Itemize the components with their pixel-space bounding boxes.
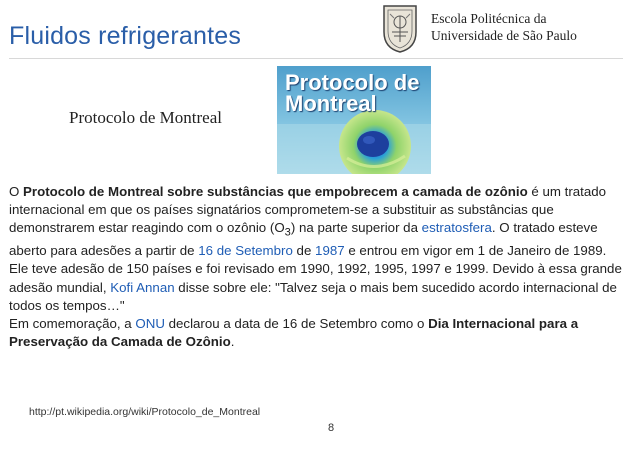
banner-line-2: Montreal (285, 91, 377, 116)
montreal-protocol-banner (277, 66, 431, 174)
ozone-subscript: 3 (284, 227, 291, 240)
ozone-day-name: Dia Internacional para a Preservação da Camada de Ozônio (9, 316, 579, 350)
institution-line-1: Escola Politécnica da (431, 11, 547, 26)
text-run: é um tratado internacional em que os países signatários comprometem-se a substituir as substâncias que demonstrarem estar reagindo com o ozônio (O (9, 184, 607, 236)
link-onu[interactable]: ONU (135, 316, 165, 332)
protocol-full-name: Protocolo de Montreal sobre substâncias que empobrecem a camada de ozônio (23, 184, 528, 199)
link-kofi-annan[interactable]: Kofi Annan (110, 279, 175, 295)
link-16-setembro[interactable]: 16 de Setembro (198, 243, 293, 259)
banner-title (285, 72, 419, 114)
slide-title: Fluidos refrigerantes (9, 22, 242, 50)
text-run: declarou a data de 16 de Setembro como o (164, 316, 429, 332)
text-run: Em comemoração, a (9, 316, 136, 332)
text-run: O (9, 184, 24, 199)
text-run: ) na parte superior da (290, 220, 422, 236)
text-run: disse sobre ele: "Talvez seja o mais bem sucedido acordo internacional de todos os tempos…" (9, 279, 617, 313)
page-number: 8 (328, 422, 335, 434)
banner-line-1: Protocolo de (285, 70, 420, 95)
institution-line-2: Universidade de São Paulo (431, 28, 577, 43)
text-run: de (292, 243, 316, 259)
header-divider (9, 58, 623, 59)
usp-poli-crest-icon (380, 2, 420, 54)
link-estratosfera[interactable]: estratosfera (421, 220, 492, 236)
text-run: . O tratado esteve aberto para adesões a partir de (9, 220, 598, 259)
link-1987[interactable]: 1987 (315, 243, 345, 259)
text-run: e entrou em vigor em 1 de Janeiro de 1989. Ele teve adesão de 150 países e foi revisado em 1990, 1992, 1995, 1997 e 1999. Devido à essa grande adesão mundial, (9, 243, 622, 295)
section-subtitle: Protocolo de Montreal (69, 108, 222, 127)
body-text (9, 183, 624, 351)
text-run: . (230, 334, 235, 350)
institution-name (431, 10, 577, 44)
source-url: http://pt.wikipedia.org/wiki/Protocolo_de_Montreal (29, 406, 261, 418)
